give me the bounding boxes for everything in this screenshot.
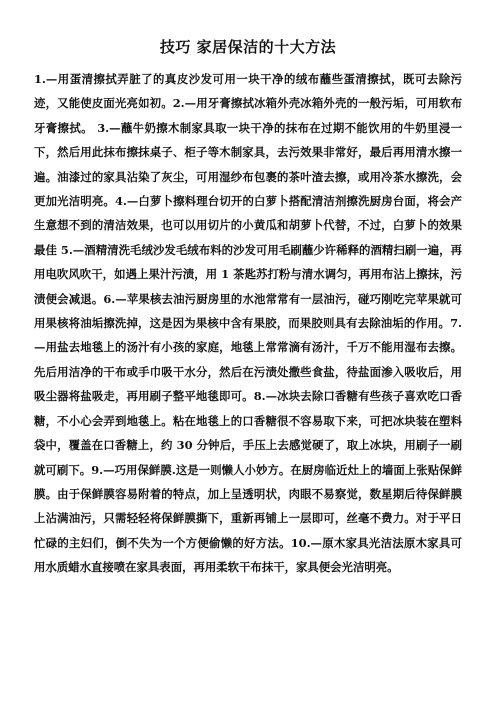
document-title: 技巧 家居保洁的十大方法	[159, 38, 337, 56]
document-body: 1.—用蛋清擦拭弄脏了的真皮沙发可用一块干净的绒布蘸些蛋清擦拭，既可去除污迹，又能使皮面光亮如初。2.—用牙膏擦拭冰箱外壳冰箱外壳的一般污垢，可用软布牙膏擦拭。 3.—蘸牛奶擦木制家具取一块干净的抹布在过期不能饮用的牛奶里浸一下，然后用此抹布擦抹桌子、柜子等木制家具，去污效果非常好，最后再用清水擦一遍。油漆过的家具沾染了灰尘，可用湿纱布包裹的茶叶渣去擦，或用冷茶水擦洗，会更加光洁明亮。4.—白萝卜擦料理台切开的白萝卜搭配清洁剂擦洗厨房台面，将会产生意想不到的清洁效果，也可以用切片的小黄瓜和胡萝卜代替，不过，白萝卜的效果最佳 5.—酒精清洗毛绒沙发毛绒布料的沙发可用毛刷蘸少许稀释的酒精扫刷一遍，再用电吹风吹干，如遇上果汁污渍，用 1 茶匙苏打粉与清水调匀，再用布沾上擦抹，污渍便会减退。6.—苹果核去油污厨房里的水池常常有一层油污，碰巧刚吃完苹果就可用果核将油垢擦洗掉，这是因为果核中含有果胶，而果胶则具有去除油垢的作用。7.—用盐去地毯上的汤汁有小孩的家庭，地毯上常常滴有汤汁，千万不能用湿布去擦。先后用洁净的干布或手巾吸干水分，然后在污渍处撒些食盐，待盐面渗入吸收后，用吸尘器将盐吸走，再用刷子整平地毯即可。8.—冰块去除口香糖有些孩子喜欢吃口香糖，不小心会弄到地毯上。粘在地毯上的口香糖很不容易取下来，可把冰块装在塑料袋中，覆盖在口香糖上，约 30 分钟后，手压上去感觉硬了，取上冰块，用刷子一刷就可刷下。9.—巧用保鲜膜.这是一则懒人小妙方。在厨房临近灶上的墙面上张贴保鲜膜。由于保鲜膜容易附着的特点，加上呈透明状，肉眼不易察觉，数星期后待保鲜膜上沾满油污，只需轻轻将保鲜膜撕下，重新再铺上一层即可，丝毫不费力。对于平日忙碌的主妇们，倒不失为一个方便偷懒的好方法。10.—原木家具光洁法原木家具可用水质蜡水直接喷在家具表面，再用柔软干布抹干，家具便会光洁明亮。	[34, 72, 462, 575]
